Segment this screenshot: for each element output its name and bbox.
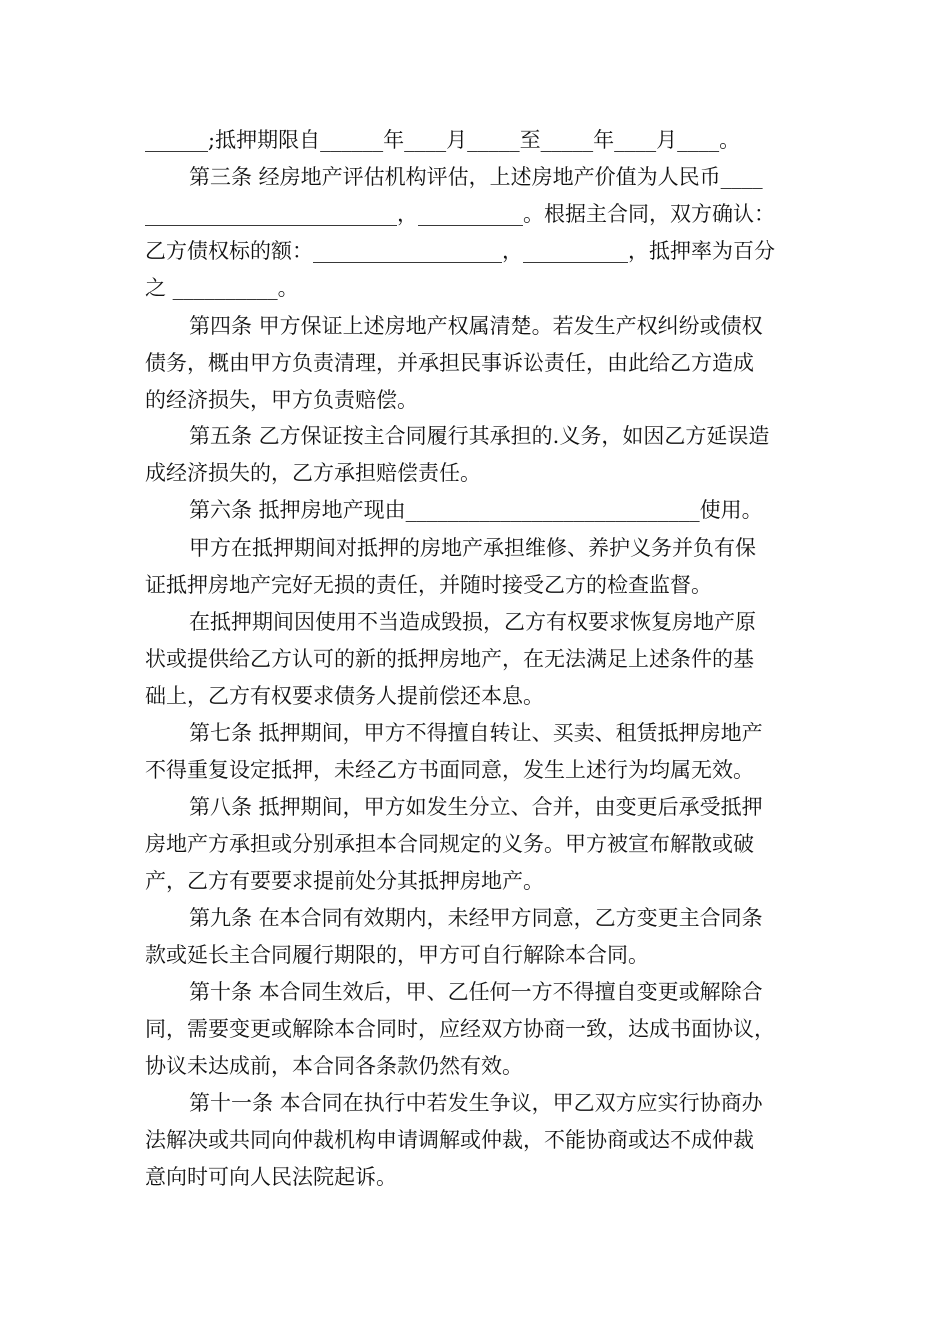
text-line: 成经济损失的，乙方承担赔偿责任。 (145, 461, 481, 485)
paragraph-article-4 (145, 308, 810, 419)
text-line: 甲方在抵押期间对抵押的房地产承担维修、养护义务并负有保 (189, 536, 756, 560)
text-line: 第十条 本合同生效后，甲、乙任何一方不得擅自变更或解除合 (189, 980, 763, 1004)
paragraph-damage (145, 604, 810, 715)
text-line: 协议未达成前，本合同各条款仍然有效。 (145, 1054, 523, 1078)
text-line: 法解决或共同向仲裁机构申请调解或仲裁，不能协商或达不成仲裁 (145, 1128, 754, 1152)
text-line: ______;抵押期限自______年____月_____至_____年____月____。 (145, 128, 741, 152)
text-line: 乙方债权标的额：__________________，__________，抵押率为百分 (145, 239, 775, 263)
paragraph-article-10 (145, 974, 810, 1085)
paragraph-mortgage-term (145, 122, 810, 159)
paragraph-article-5 (145, 418, 810, 492)
paragraph-maintenance (145, 530, 810, 604)
text-line: 础上，乙方有权要求债务人提前偿还本息。 (145, 684, 544, 708)
text-line: 第九条 在本合同有效期内，未经甲方同意，乙方变更主合同条 (189, 906, 763, 930)
text-line: 不得重复设定抵押，未经乙方书面同意，发生上述行为均属无效。 (145, 758, 754, 782)
text-line: 第五条 乙方保证按主合同履行其承担的.义务，如因乙方延误造 (189, 424, 770, 448)
paragraph-article-8 (145, 789, 810, 900)
text-line: 第四条 甲方保证上述房地产权属清楚。若发生产权纠纷或债权 (189, 314, 763, 338)
text-line: 款或延长主合同履行期限的，甲方可自行解除本合同。 (145, 943, 649, 967)
text-line: 在抵押期间因使用不当造成毁损，乙方有权要求恢复房地产原 (189, 610, 756, 634)
paragraph-article-3 (145, 159, 810, 307)
text-line: 产，乙方有要要求提前处分其抵押房地产。 (145, 869, 544, 893)
text-line: 债务，概由甲方负责清理，并承担民事诉讼责任，由此给乙方造成 (145, 351, 754, 375)
paragraph-article-11 (145, 1085, 810, 1196)
text-line: 证抵押房地产完好无损的责任，并随时接受乙方的检查监督。 (145, 573, 712, 597)
text-line: 第十一条 本合同在执行中若发生争议，甲乙双方应实行协商办 (189, 1091, 763, 1115)
text-line: ________________________，__________。根据主合同，双方确认： (145, 202, 775, 226)
text-line: 第六条 抵押房地产现由____________________________使用。 (189, 498, 763, 522)
text-line: 的经济损失，甲方负责赔偿。 (145, 388, 418, 412)
paragraph-article-9 (145, 900, 810, 974)
text-line: 意向时可向人民法院起诉。 (145, 1165, 397, 1189)
paragraph-article-6 (145, 492, 810, 529)
text-line: 同，需要变更或解除本合同时，应经双方协商一致，达成书面协议， (145, 1017, 775, 1041)
text-line: 之 __________。 (145, 276, 299, 300)
text-line: 房地产方承担或分别承担本合同规定的义务。甲方被宣布解散或破 (145, 832, 754, 856)
text-line: 第八条 抵押期间，甲方如发生分立、合并，由变更后承受抵押 (189, 795, 763, 819)
paragraph-article-7 (145, 715, 810, 789)
text-line: 第七条 抵押期间，甲方不得擅自转让、买卖、租赁抵押房地产 (189, 721, 763, 745)
text-line: 第三条 经房地产评估机构评估，上述房地产价值为人民币____ (189, 165, 763, 189)
text-line: 状或提供给乙方认可的新的抵押房地产，在无法满足上述条件的基 (145, 647, 754, 671)
